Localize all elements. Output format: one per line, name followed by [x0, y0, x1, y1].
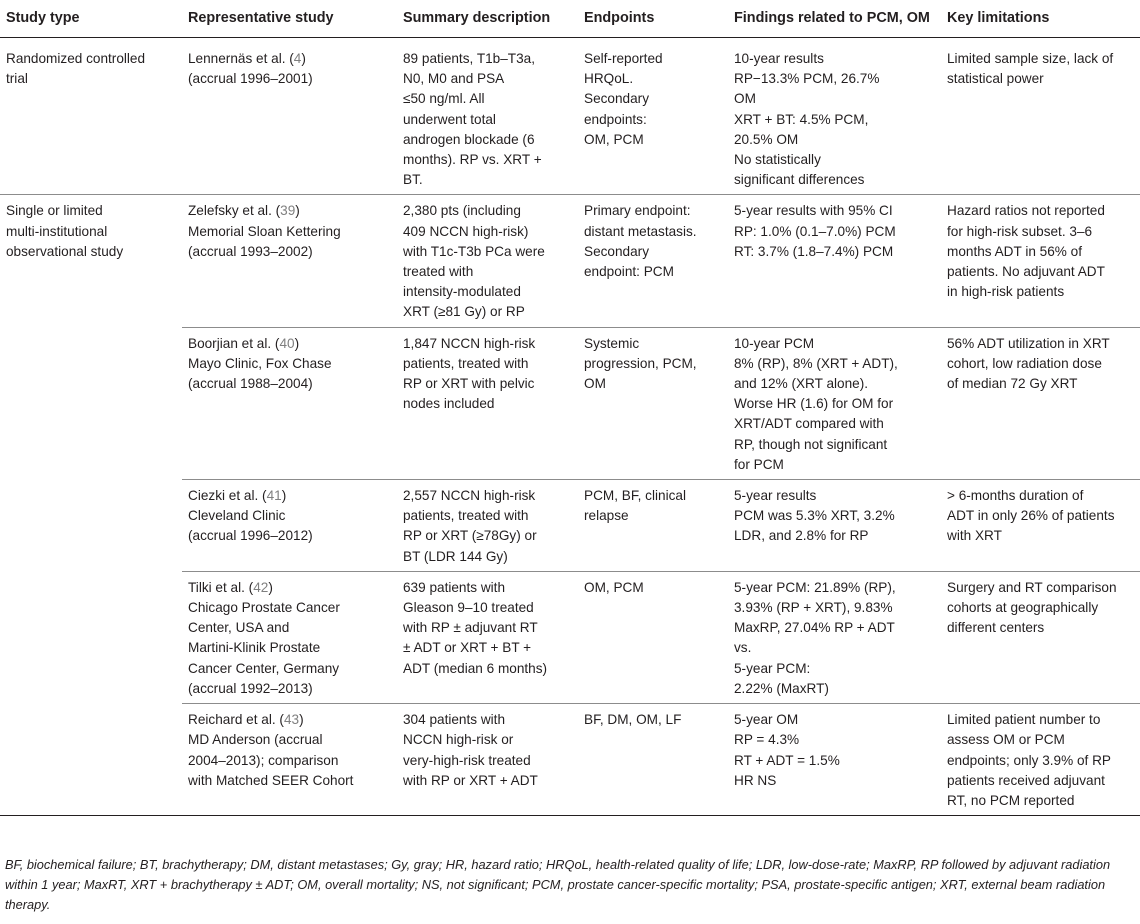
- endpoints-line: progression, PCM,: [584, 355, 697, 371]
- findings-line: RT + ADT = 1.5%: [734, 752, 840, 768]
- representative-study-cell: [182, 571, 397, 703]
- table-header: [0, 0, 1140, 38]
- limitations-cell: [941, 704, 1140, 816]
- findings-line: No statistically: [734, 152, 821, 168]
- limitations-line: statistical power: [947, 71, 1044, 87]
- findings-line: RP: 1.0% (0.1–7.0%) PCM: [734, 223, 896, 239]
- limitations-line: cohort, low radiation dose: [947, 355, 1102, 371]
- endpoints-line: OM: [584, 376, 606, 392]
- findings-line: LDR, and 2.8% for RP: [734, 528, 869, 544]
- summary-cell: [397, 195, 578, 327]
- study-citation: [188, 486, 391, 506]
- endpoints-line: BF, DM, OM, LF: [584, 712, 682, 728]
- endpoints-line: OM, PCM: [584, 131, 644, 147]
- table-row: [0, 704, 1140, 816]
- summary-cell: [397, 571, 578, 703]
- citation-close: ): [295, 203, 300, 219]
- summary-line: ≤50 ng/ml. All: [403, 91, 485, 107]
- summary-line: nodes included: [403, 396, 495, 412]
- endpoints-line: HRQoL.: [584, 71, 634, 87]
- summary-cell: [397, 480, 578, 572]
- findings-line: PCM was 5.3% XRT, 3.2%: [734, 508, 895, 524]
- findings-line: 5-year PCM: 21.89% (RP),: [734, 579, 896, 595]
- endpoints-cell: [578, 480, 728, 572]
- summary-line: 409 NCCN high-risk): [403, 223, 529, 239]
- limitations-line: for high-risk subset. 3–6: [947, 223, 1093, 239]
- table-row: [0, 195, 1140, 327]
- limitations-line: with XRT: [947, 528, 1002, 544]
- study-detail-line: Martini-Klinik Prostate: [188, 640, 321, 656]
- findings-cell: [728, 704, 941, 816]
- findings-line: 2.22% (MaxRT): [734, 680, 829, 696]
- header-study-type: Study type: [0, 0, 182, 38]
- reference-link[interactable]: 39: [280, 203, 296, 219]
- reference-link[interactable]: 43: [283, 712, 300, 728]
- study-type-cell: [0, 327, 182, 479]
- findings-line: RP = 4.3%: [734, 732, 800, 748]
- study-citation: [188, 49, 391, 69]
- table-body: [0, 38, 1140, 816]
- endpoints-line: Systemic: [584, 335, 640, 351]
- representative-study-cell: [182, 327, 397, 479]
- limitations-line: cohorts at geographically: [947, 600, 1099, 616]
- header-key-limitations: Key limitations: [941, 0, 1140, 38]
- endpoints-line: Secondary: [584, 91, 649, 107]
- endpoints-cell: [578, 195, 728, 327]
- header-summary-description: Summary description: [397, 0, 578, 38]
- findings-line: RP, though not significant: [734, 436, 888, 452]
- study-author: Ciezki et al. (: [188, 488, 267, 504]
- findings-line: 10-year PCM: [734, 335, 815, 351]
- study-citation: [188, 710, 391, 730]
- table-row: [0, 327, 1140, 479]
- findings-line: 10-year results: [734, 51, 824, 66]
- summary-line: N0, M0 and PSA: [403, 71, 505, 87]
- summary-line: very-high-risk treated: [403, 752, 531, 768]
- limitations-line: different centers: [947, 620, 1045, 636]
- summary-line: with RP ± adjuvant RT: [403, 620, 538, 636]
- endpoints-line: Secondary: [584, 243, 649, 259]
- citation-close: ): [268, 579, 273, 595]
- study-type-cell: [0, 195, 182, 327]
- limitations-cell: [941, 38, 1140, 195]
- endpoints-line: endpoint: PCM: [584, 264, 674, 280]
- findings-line: RP−13.3% PCM, 26.7%: [734, 71, 880, 87]
- study-type-cell: [0, 571, 182, 703]
- limitations-line: ADT in only 26% of patients: [947, 508, 1115, 524]
- findings-line: vs.: [734, 640, 752, 656]
- study-detail-line: Center, USA and: [188, 620, 290, 636]
- study-citation: [188, 201, 391, 221]
- limitations-cell: [941, 327, 1140, 479]
- study-detail-line: 2004–2013); comparison: [188, 752, 339, 768]
- limitations-cell: [941, 571, 1140, 703]
- representative-study-cell: [182, 704, 397, 816]
- study-type-line: Single or limited: [6, 203, 103, 219]
- summary-line: 304 patients with: [403, 712, 506, 728]
- summary-line: androgen blockade (6: [403, 131, 535, 147]
- study-author: Lennernäs et al. (: [188, 51, 294, 66]
- study-detail-line: (accrual 1993–2002): [188, 243, 313, 259]
- endpoints-line: Primary endpoint:: [584, 203, 691, 219]
- study-type-cell: [0, 480, 182, 572]
- summary-line: ± ADT or XRT + BT +: [403, 640, 532, 656]
- findings-line: 8% (RP), 8% (XRT + ADT),: [734, 355, 898, 371]
- endpoints-cell: [578, 704, 728, 816]
- summary-line: Gleason 9–10 treated: [403, 600, 534, 616]
- summary-line: with T1c-T3b PCa were: [403, 243, 545, 259]
- summary-cell: [397, 38, 578, 195]
- findings-line: XRT/ADT compared with: [734, 416, 884, 432]
- limitations-line: RT, no PCM reported: [947, 792, 1075, 808]
- findings-line: XRT + BT: 4.5% PCM,: [734, 111, 869, 127]
- findings-cell: [728, 195, 941, 327]
- study-detail-line: Cleveland Clinic: [188, 508, 286, 524]
- representative-study-cell: [182, 195, 397, 327]
- table-row: [0, 571, 1140, 703]
- limitations-line: patients received adjuvant: [947, 772, 1105, 788]
- study-type-line: trial: [6, 71, 28, 87]
- findings-line: OM: [734, 91, 756, 107]
- endpoints-cell: [578, 38, 728, 195]
- study-author: Reichard et al. (: [188, 712, 284, 728]
- limitations-line: of median 72 Gy XRT: [947, 376, 1078, 392]
- endpoints-cell: [578, 327, 728, 479]
- summary-line: 2,557 NCCN high-risk: [403, 488, 536, 504]
- header-row: [0, 0, 1140, 38]
- study-type-line: Randomized controlled: [6, 51, 146, 66]
- summary-line: 2,380 pts (including: [403, 203, 521, 219]
- study-detail-line: (accrual 1988–2004): [188, 376, 313, 392]
- summary-line: RP or XRT (≥78Gy) or: [403, 528, 537, 544]
- endpoints-line: relapse: [584, 508, 629, 524]
- limitations-line: endpoints; only 3.9% of RP: [947, 752, 1111, 768]
- summary-cell: [397, 704, 578, 816]
- limitations-line: months ADT in 56% of: [947, 243, 1083, 259]
- findings-line: 20.5% OM: [734, 131, 799, 147]
- summary-cell: [397, 327, 578, 479]
- summary-line: ADT (median 6 months): [403, 660, 548, 676]
- study-detail-line: MD Anderson (accrual: [188, 732, 323, 748]
- study-author: Tilki et al. (: [188, 579, 254, 595]
- summary-line: intensity-modulated: [403, 284, 521, 300]
- endpoints-line: Self-reported: [584, 51, 663, 66]
- findings-line: for PCM: [734, 456, 784, 472]
- findings-cell: [728, 38, 941, 195]
- study-detail-line: (accrual 1996–2001): [188, 71, 313, 87]
- representative-study-cell: [182, 480, 397, 572]
- study-detail-line: Mayo Clinic, Fox Chase: [188, 355, 332, 371]
- limitations-line: Limited sample size, lack of: [947, 51, 1114, 66]
- findings-line: Worse HR (1.6) for OM for: [734, 396, 894, 412]
- limitations-line: > 6-months duration of: [947, 488, 1084, 504]
- summary-line: RP or XRT with pelvic: [403, 376, 535, 392]
- header-findings: Findings related to PCM, OM: [728, 0, 941, 38]
- limitations-line: assess OM or PCM: [947, 732, 1065, 748]
- study-detail-line: (accrual 1996–2012): [188, 528, 313, 544]
- citation-close: ): [281, 488, 287, 504]
- citation-close: ): [294, 335, 300, 351]
- findings-cell: [728, 571, 941, 703]
- findings-line: 5-year results with 95% CI: [734, 203, 893, 219]
- endpoints-cell: [578, 571, 728, 703]
- findings-line: 5-year OM: [734, 712, 799, 728]
- citation-close: ): [299, 712, 304, 728]
- header-representative-study: Representative study: [182, 0, 397, 38]
- study-type-line: observational study: [6, 243, 124, 259]
- findings-line: 5-year results: [734, 488, 817, 504]
- header-endpoints: Endpoints: [578, 0, 728, 38]
- reference-link[interactable]: 4: [293, 51, 302, 66]
- limitations-cell: [941, 480, 1140, 572]
- table-row: [0, 38, 1140, 195]
- table-footnote: BF, biochemical failure; BT, brachytherapy; DM, distant metastases; Gy, gray; HR, hazard ratio; HRQoL, health-related quality of life; LDR, low-dose-rate; MaxRP, RP followed by adjuvant radiation within 1 year; MaxRT, XRT + brachytherapy ± ADT; OM, overall mortality; NS, not significant; PCM, prostate cancer-specific mortality; PSA, prostate-specific antigen; XRT, external beam radiation therapy.: [5, 857, 1111, 912]
- reference-link[interactable]: 42: [253, 579, 269, 595]
- summary-line: patients, treated with: [403, 355, 529, 371]
- summary-line: NCCN high-risk or: [403, 732, 514, 748]
- study-detail-line: (accrual 1992–2013): [188, 680, 313, 696]
- limitations-cell: [941, 195, 1140, 327]
- limitations-line: Limited patient number to: [947, 712, 1101, 728]
- reference-link[interactable]: 40: [279, 335, 295, 351]
- study-type-line: multi-institutional: [6, 223, 108, 239]
- reference-link[interactable]: 41: [266, 488, 282, 504]
- study-detail-line: Memorial Sloan Kettering: [188, 223, 341, 239]
- summary-line: 639 patients with: [403, 579, 506, 595]
- findings-line: RT: 3.7% (1.8–7.4%) PCM: [734, 243, 894, 259]
- endpoints-line: PCM, BF, clinical: [584, 488, 686, 504]
- findings-cell: [728, 480, 941, 572]
- table-row: [0, 480, 1140, 572]
- endpoints-line: endpoints:: [584, 111, 647, 127]
- findings-line: 5-year PCM:: [734, 660, 811, 676]
- citation-close: ): [301, 51, 306, 66]
- summary-line: patients, treated with: [403, 508, 529, 524]
- endpoints-line: distant metastasis.: [584, 223, 697, 239]
- limitations-line: patients. No adjuvant ADT: [947, 264, 1105, 280]
- findings-line: significant differences: [734, 172, 865, 188]
- study-citation: [188, 578, 391, 598]
- study-author: Zelefsky et al. (: [188, 203, 281, 219]
- summary-line: 1,847 NCCN high-risk: [403, 335, 536, 351]
- study-author: Boorjian et al. (: [188, 335, 280, 351]
- limitations-line: Surgery and RT comparison: [947, 579, 1117, 595]
- findings-line: and 12% (XRT alone).: [734, 376, 869, 392]
- study-detail-line: with Matched SEER Cohort: [188, 772, 354, 788]
- summary-line: 89 patients, T1b–T3a,: [403, 51, 536, 66]
- findings-line: MaxRP, 27.04% RP + ADT: [734, 620, 895, 636]
- endpoints-line: OM, PCM: [584, 579, 644, 595]
- findings-line: 3.93% (RP + XRT), 9.83%: [734, 600, 893, 616]
- summary-line: BT (LDR 144 Gy): [403, 548, 508, 564]
- study-type-cell: [0, 704, 182, 816]
- summary-line: underwent total: [403, 111, 496, 127]
- study-detail-line: Chicago Prostate Cancer: [188, 600, 340, 616]
- summary-line: months). RP vs. XRT +: [403, 152, 542, 168]
- summary-line: BT.: [403, 172, 423, 188]
- summary-line: XRT (≥81 Gy) or RP: [403, 304, 525, 320]
- summary-line: with RP or XRT + ADT: [403, 772, 538, 788]
- study-detail-line: Cancer Center, Germany: [188, 660, 340, 676]
- study-type-cell: [0, 38, 182, 195]
- study-citation: [188, 334, 391, 354]
- findings-cell: [728, 327, 941, 479]
- summary-line: treated with: [403, 264, 474, 280]
- limitations-line: 56% ADT utilization in XRT: [947, 335, 1110, 351]
- limitations-line: Hazard ratios not reported: [947, 203, 1105, 219]
- findings-line: HR NS: [734, 772, 777, 788]
- limitations-line: in high-risk patients: [947, 284, 1065, 300]
- representative-study-cell: [182, 38, 397, 195]
